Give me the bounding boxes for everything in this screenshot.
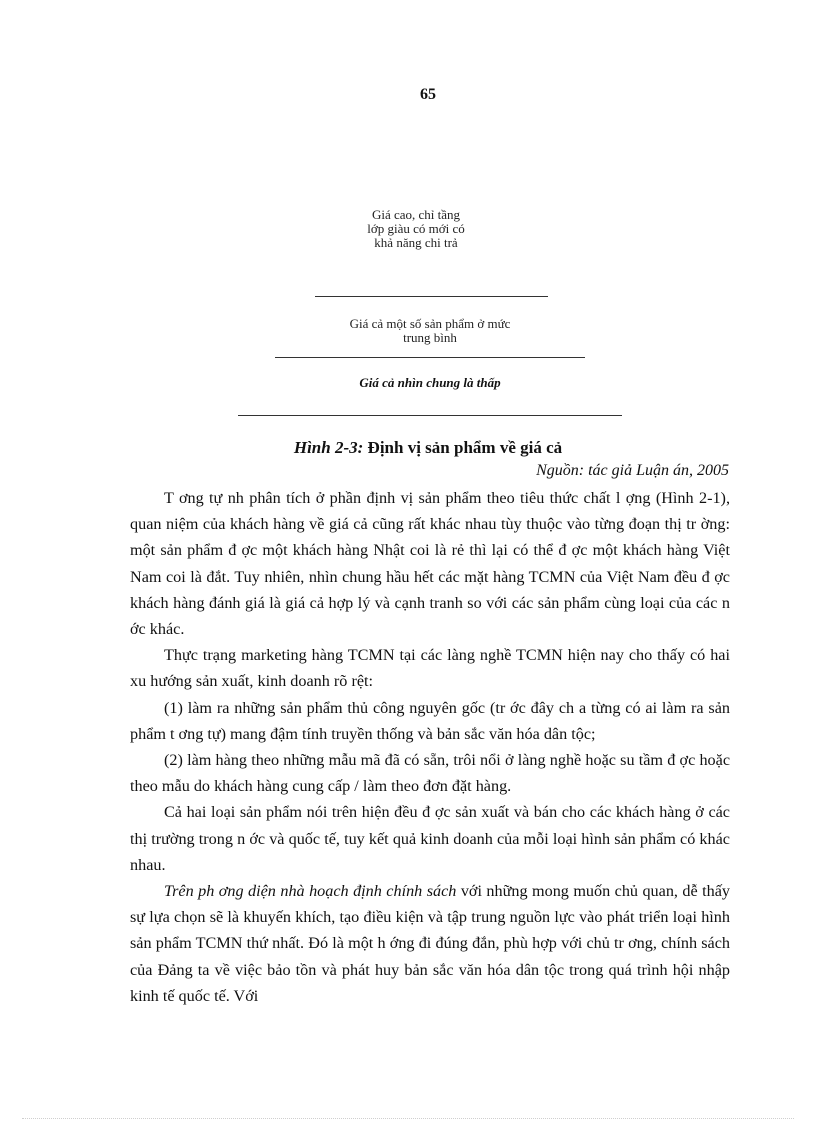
figure-caption-title: Định vị sản phẩm về giá cả	[363, 438, 563, 457]
paragraph-5: Cả hai loại sản phẩm nói trên hiện đều đ ợc sản xuất và bán cho các khách hàng ở các thị trường trong n ớc và quốc tế, tuy kết quả kinh doanh của mỗi loại hình sản phẩm có khác nhau.	[130, 803, 730, 874]
high-price-label-line-3: khả năng chi trả	[374, 235, 458, 250]
paragraph-2: Thực trạng marketing hàng TCMN tại các làng nghề TCMN hiện nay cho thấy có hai xu hướng sản xuất, kinh doanh rõ rệt:	[130, 646, 730, 691]
paragraph-6	[130, 878, 730, 1009]
high-price-label-line-2: lớp giàu có mới có	[367, 221, 465, 236]
mid-tier-divider	[275, 357, 585, 358]
high-tier-divider	[315, 296, 548, 297]
paragraph-1: T ơng tự nh phân tích ở phần định vị sản phẩm theo tiêu thức chất l ợng (Hình 2-1), quan niệm của khách hàng về giá cả cũng rất khác nhau tùy thuộc vào từng đoạn thị tr ờng: một sản phẩm đ ợc một khách hàng Nhật coi là rẻ thì lại có thể đ ợc một khách hàng Việt Nam coi là đắt. Tuy nhiên, nhìn chung hầu hết các mặt hàng TCMN của Việt Nam đều đ ợc khách hàng đánh giá là giá cả hợp lý và cạnh tranh so với các sản phẩm cùng loại của các n ớc khác.	[130, 489, 730, 639]
paragraph-4: (2) làm hàng theo những mẫu mã đã có sẵn, trôi nổi ở làng nghề hoặc su tầm đ ợc hoặc theo mẫu do khách hàng cung cấp / làm theo đơn đặt hàng.	[130, 751, 730, 796]
paragraph-6-italic-lead: Trên ph ơng diện nhà hoạch định chính sách	[164, 882, 457, 901]
low-tier-divider	[238, 415, 622, 416]
page-bottom-rule	[22, 1118, 794, 1119]
body-text	[130, 485, 730, 1009]
page-number: 65	[420, 86, 436, 103]
high-price-label-line-1: Giá cao, chỉ tầng	[371, 207, 461, 222]
mid-price-label-line-2: trung bình	[403, 330, 457, 345]
figure-caption	[0, 438, 816, 458]
paragraph-3: (1) làm ra những sản phẩm thủ công nguyên gốc (tr ớc đây ch a từng có ai làm ra sản phẩm t ơng tự) mang đậm tính truyền thống và bản sắc văn hóa dân tộc;	[130, 698, 730, 743]
paragraph-6-text: với những mong muốn chủ quan, dễ thấy sự lựa chọn sẽ là khuyến khích, tạo điều kiện và tập trung nguồn lực vào phát triển loại hình sản phẩm TCMN thứ nhất. Đó là một h ớng đi đúng đắn, phù hợp với chủ tr ơng, chính sách của Đảng ta về việc bảo tồn và phát huy bản sắc văn hóa dân tộc trong quá trình hội nhập kinh tế quốc tế. Với	[130, 882, 730, 1005]
figure-caption-prefix: Hình 2-3:	[293, 438, 364, 457]
low-price-label: Giá cả nhìn chung là thấp	[359, 375, 501, 390]
mid-price-label-line-1: Giá cả một số sản phẩm ở mức	[349, 316, 511, 331]
figure-source: Nguồn: tác giả Luận án, 2005	[536, 462, 729, 479]
